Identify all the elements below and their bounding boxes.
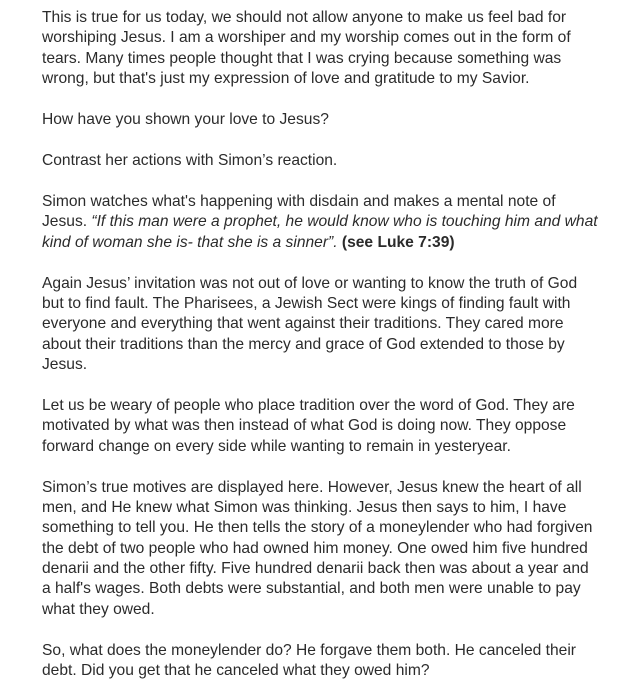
paragraph-contrast-simon: Contrast her actions with Simon’s reaction. [42, 152, 338, 170]
document-body [42, 8, 598, 681]
scripture-quote: “If this man were a prophet, he would know who is touching him and what kind of woman she is- that she is a sinner”. [42, 213, 598, 251]
paragraph-forgave-both: So, what does the moneylender do? He forgave them both. He canceled their debt. Did you get that he canceled what they owed him? [42, 641, 576, 679]
simon-intro-text: Simon watches what's happening with disdain and makes a mental note of Jesus. [42, 193, 556, 231]
paragraph-tradition: Let us be weary of people who place tradition over the word of God. They are motivated by what was then instead of what God is doing now. They oppose forward change on every side while wanting to remain in yesteryear. [42, 397, 575, 455]
scripture-reference: (see Luke 7:39) [337, 233, 455, 251]
paragraph-question-love: How have you shown your love to Jesus? [42, 110, 329, 128]
paragraph-simon-disdain [42, 192, 598, 253]
paragraph-worship-tears: This is true for us today, we should not allow anyone to make us feel bad for worshiping Jesus. I am a worshiper and my worship comes out in the form of tears. Many times people thought that I was crying because something was wrong, but that's just my expression of love and gratitude to my Savior. [42, 9, 571, 87]
paragraph-find-fault: Again Jesus’ invitation was not out of love or wanting to know the truth of God but to find fault. The Pharisees, a Jewish Sect were kings of finding fault with everyone and everything that went against their traditions. They cared more about their traditions than the mercy and grace of God extended to those by Jesus. [42, 274, 578, 374]
paragraph-moneylender-story: Simon’s true motives are displayed here. However, Jesus knew the heart of all men, and He knew what Simon was thinking. Jesus then says to him, I have something to tell you. He then tells the story of a moneylender who had forgiven the debt of two people who had owned him money. One owed him five hundred denarii and the other fifty. Five hundred denarii back then was about a year and a half's wages. Both debts were substantial, and both men were unable to pay what they owed. [42, 478, 593, 618]
